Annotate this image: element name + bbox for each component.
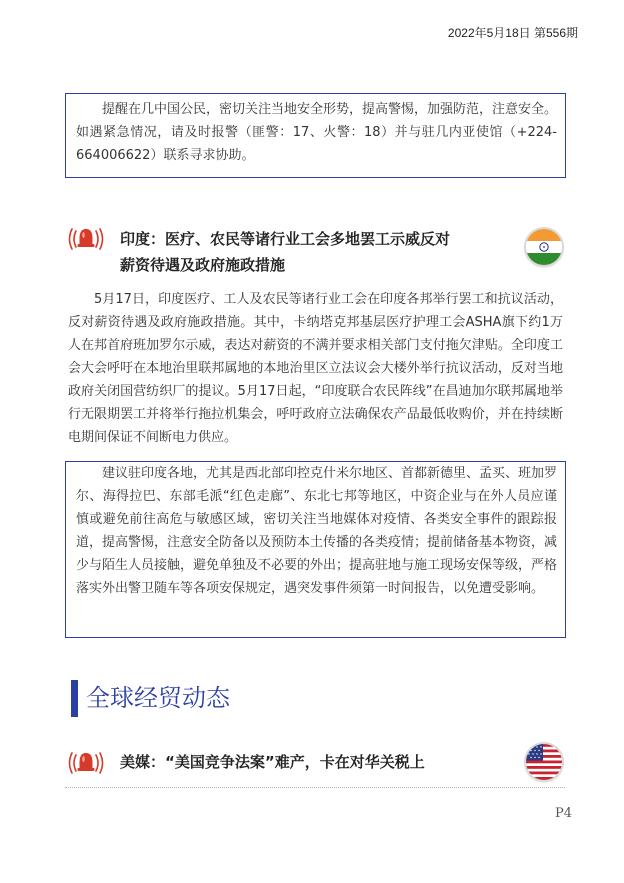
india-news-title-line2: 薪资待遇及政府施政措施 xyxy=(120,256,286,274)
usa-flag-icon xyxy=(526,744,562,780)
india-advice-box xyxy=(65,461,566,638)
alarm-bell-icon xyxy=(68,226,104,252)
india-news-body: 5月17日，印度医疗、工人及农民等诸行业工会在印度各邦举行罢工和抗议活动，反对薪资待遇及政府施政措施。其中，卡纳塔克邦基层医疗护理工会ASHA旗下约1万人在邦首府班加罗尔示威，表达对薪资的不满并要求相关部门支付拖欠津贴。全印度工会大会呼吁在本地治里联邦属地的本地治里区立法议会大楼外举行抗议活动，反对当地政府关闭国营纺织厂的提议。5月17日起，“印度联合农民阵线”在昌迪加尔联邦属地举行无限期罢工并将举行拖拉机集会，呼吁政府立法确保农产品最低收购价，并在持续断电期间保证不间断电力供应。 xyxy=(68,292,563,445)
footer-divider xyxy=(65,787,565,788)
guinea-notice-text: 提醒在几中国公民，密切关注当地安全形势，提高警惕，加强防范，注意安全。如遇紧急情况，请及时报警（匪警：17、火警：18）并与驻几内亚使馆（+224-664006622）联系寻求协助。 xyxy=(76,102,558,163)
alarm-bell-icon xyxy=(68,750,104,776)
india-advice-text: 建议驻印度各地，尤其是西北部印控克什米尔地区、首都新德里、孟买、班加罗尔、海得拉巴、东部毛派“红色走廊”、东北七邦等地区，中资企业与在外人员应谨慎或避免前往高危与敏感区域，密切关注当地媒体对疫情、各类安全事件的跟踪报道，提高警惕，注意安全防备以及预防本土传播的各类疫情；提前储备基本物资，减少与陌生人员接触，避免单独及不必要的外出；提高驻地与施工现场安保等级，严格落实外出警卫随车等各项安保规定，遇突发事件须第一时间报告，以免遭受影响。 xyxy=(76,466,558,596)
india-news-title-line1: 印度：医疗、农民等诸行业工会多地罢工示威反对 xyxy=(120,230,451,248)
us-news-title: 美媒：“美国竞争法案”难产，卡在对华关税上 xyxy=(120,753,425,771)
india-flag-icon xyxy=(526,229,562,265)
page-number: P4 xyxy=(554,806,572,821)
section-marker-bar xyxy=(71,680,78,717)
issue-date: 2022年5月18日 第556期 xyxy=(447,26,578,40)
section-title: 全球经贸动态 xyxy=(86,684,230,712)
guinea-safety-notice xyxy=(65,93,566,178)
